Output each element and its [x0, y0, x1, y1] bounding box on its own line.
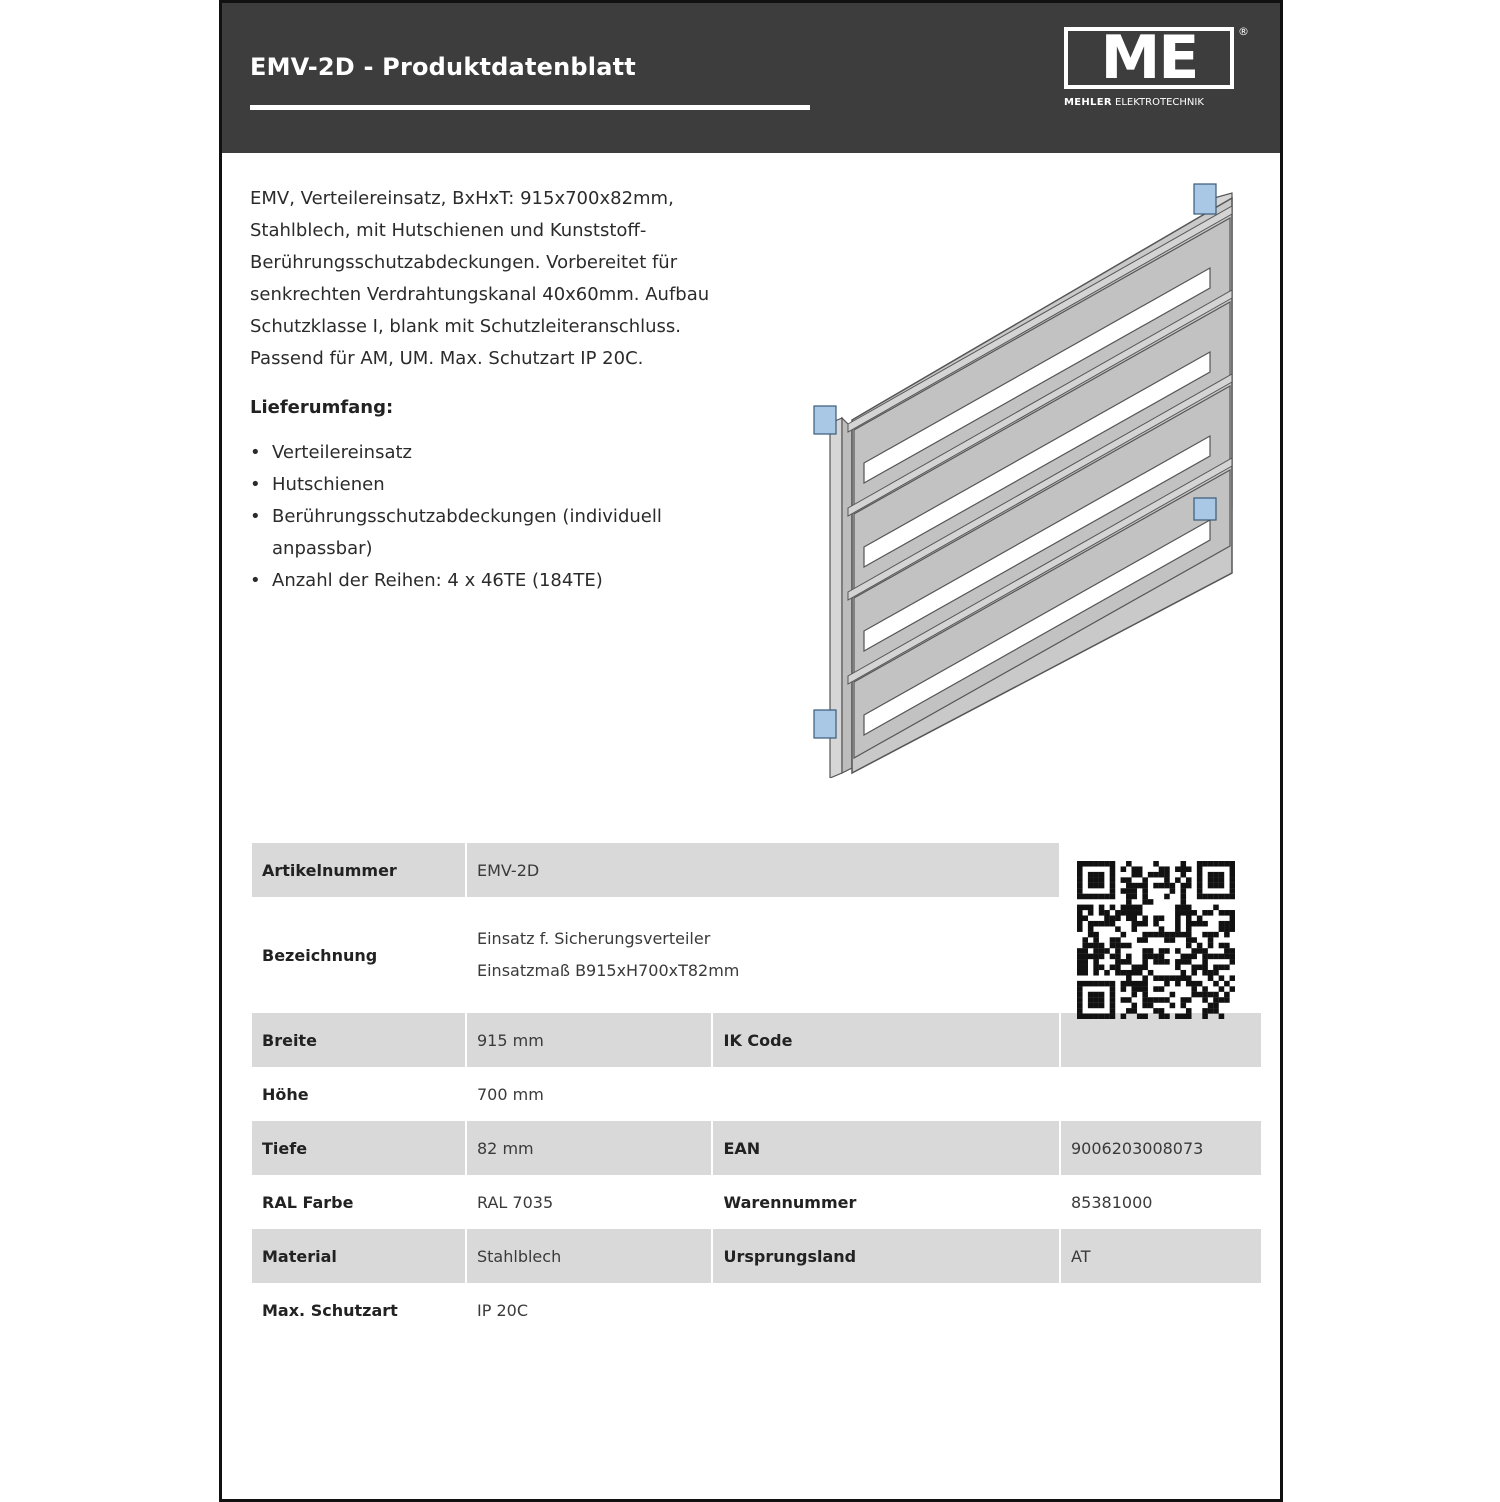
- logo-letters: ME: [1100, 23, 1198, 93]
- table-row: [252, 1229, 1261, 1283]
- value-artikelnummer: EMV-2D: [467, 843, 1059, 897]
- label-warennummer: Warennummer: [723, 1192, 857, 1212]
- label-breite: Breite: [252, 1013, 465, 1067]
- qr-code-icon[interactable]: [1077, 861, 1235, 1019]
- logo-brand: MEHLER: [1064, 97, 1112, 108]
- bezeichnung-line-1: Einsatz f. Sicherungsverteiler: [477, 929, 711, 948]
- title-underline: [250, 105, 810, 110]
- empty-cell: [1061, 1067, 1261, 1121]
- description-line: Berührungsschutzabdeckungen. Vorbereitet für: [250, 252, 678, 273]
- label-bezeichnung: Bezeichnung: [262, 945, 378, 965]
- table-row: [252, 1067, 1261, 1121]
- product-image: [792, 178, 1252, 778]
- logo-subtitle: [1064, 97, 1204, 108]
- table-row: [252, 1175, 1261, 1229]
- empty-cell: [713, 1067, 1059, 1121]
- value-tiefe: 82 mm: [467, 1121, 711, 1175]
- value-schutzart: IP 20C: [477, 1300, 528, 1320]
- value-breite: 915 mm: [467, 1013, 711, 1067]
- bullet-icon: •: [250, 442, 261, 463]
- label-tiefe: Tiefe: [252, 1121, 465, 1175]
- list-item-text: Hutschienen: [272, 474, 385, 495]
- datasheet-page: [219, 0, 1283, 1502]
- scope-list: [250, 437, 750, 597]
- label-ursprungsland: Ursprungsland: [713, 1229, 1059, 1283]
- mehler-logo: [1064, 23, 1249, 117]
- value-ik-code: [1061, 1013, 1261, 1067]
- scope-heading: Lieferumfang:: [250, 397, 394, 418]
- label-ean: EAN: [713, 1121, 1059, 1175]
- value-bezeichnung: [467, 897, 1059, 1013]
- table-row: [252, 1013, 1261, 1067]
- label-material: Material: [252, 1229, 465, 1283]
- description-line: Stahlblech, mit Hutschienen und Kunststoff-: [250, 220, 647, 241]
- logo-sub-text: ELEKTROTECHNIK: [1115, 97, 1204, 108]
- bullet-icon: •: [250, 506, 261, 527]
- registered-mark: ®: [1238, 25, 1249, 38]
- empty-cell: [713, 1283, 1059, 1337]
- list-item: [250, 437, 750, 469]
- value-ursprungsland: AT: [1061, 1229, 1261, 1283]
- bullet-icon: •: [250, 474, 261, 495]
- label-artikelnummer: Artikelnummer: [252, 843, 465, 897]
- list-item-text: Anzahl der Reihen: 4 x 46TE (184TE): [272, 570, 603, 591]
- description-line: EMV, Verteilereinsatz, BxHxT: 915x700x82mm,: [250, 188, 674, 209]
- description-line: Passend für AM, UM. Max. Schutzart IP 20C.: [250, 348, 644, 369]
- description-line: senkrechten Verdrahtungskanal 40x60mm. Aufbau: [250, 284, 710, 305]
- bezeichnung-line-2: Einsatzmaß B915xH700xT82mm: [477, 961, 740, 980]
- label-ik-code: IK Code: [713, 1013, 1059, 1067]
- label-schutzart: Max. Schutzart: [262, 1300, 398, 1320]
- list-item: [250, 469, 750, 501]
- list-item-text: Berührungsschutzabdeckungen (individuell anpassbar): [272, 506, 662, 559]
- description-line: Schutzklasse I, blank mit Schutzleiteranschluss.: [250, 316, 681, 337]
- value-material: Stahlblech: [467, 1229, 711, 1283]
- table-row: [252, 1121, 1261, 1175]
- empty-cell: [1061, 1283, 1261, 1337]
- label-hoehe: Höhe: [262, 1084, 309, 1104]
- page-title: EMV-2D - Produktdatenblatt: [250, 53, 636, 81]
- distribution-insert-drawing: [814, 184, 1232, 778]
- table-row: [252, 1283, 1261, 1337]
- label-ral: RAL Farbe: [262, 1192, 354, 1212]
- value-ral: RAL 7035: [477, 1192, 554, 1212]
- bullet-icon: •: [250, 570, 261, 591]
- logo-box: [1064, 23, 1234, 93]
- value-hoehe: 700 mm: [477, 1084, 544, 1104]
- list-item: [250, 501, 750, 565]
- header-bar: [222, 3, 1280, 153]
- value-ean: 9006203008073: [1061, 1121, 1261, 1175]
- list-item: [250, 565, 750, 597]
- value-warennummer: 85381000: [1071, 1192, 1153, 1212]
- list-item-text: Verteilereinsatz: [272, 442, 413, 463]
- product-description: [250, 183, 770, 375]
